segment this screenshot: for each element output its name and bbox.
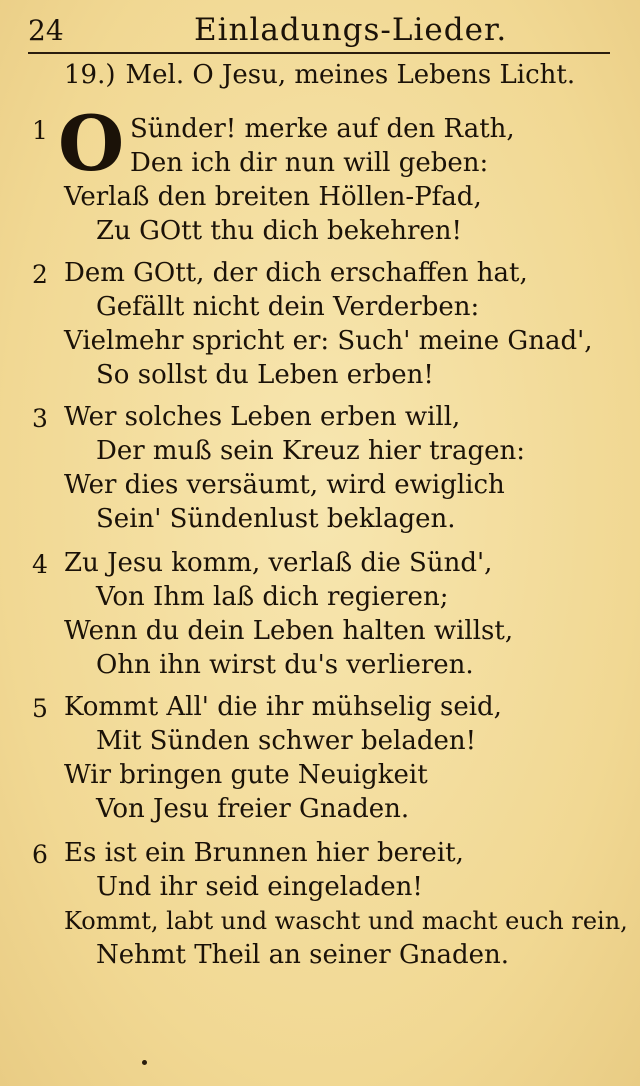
verse-line: Es ist ein Brunnen hier bereit, (64, 838, 464, 868)
verse-line: Ohn ihn wirst du's verlieren. (96, 650, 474, 680)
verse-line: Mit Sünden schwer beladen! (96, 726, 477, 756)
verse-line: Von Jesu freier Gnaden. (96, 794, 410, 824)
verse-line: Zu GOtt thu dich bekehren! (96, 216, 462, 246)
verse-line: Und ihr seid eingeladen! (96, 872, 423, 902)
running-title: Einladungs-Lieder. (194, 12, 508, 48)
verse-line: Kommt, labt und wascht und macht euch rein, (64, 907, 628, 935)
verse-line: Der muß sein Kreuz hier tragen: (96, 436, 526, 466)
stanza-number: 3 (32, 404, 48, 433)
verse-line: Von Ihm laß dich regieren; (96, 582, 449, 612)
hymn-heading (64, 60, 575, 90)
verse-line: Wir bringen gute Neuigkeit (64, 760, 428, 790)
stanza-number: 4 (32, 550, 48, 579)
verse-line: So sollst du Leben erben! (96, 360, 434, 390)
printer-mark (142, 1060, 147, 1065)
verse-line: Gefällt nicht dein Verderben: (96, 292, 480, 322)
verse-line: Nehmt Theil an seiner Gnaden. (96, 940, 510, 970)
page-header (28, 10, 610, 54)
verse-line: Den ich dir nun will geben: (130, 148, 489, 178)
verse-line: Wenn du dein Leben halten willst, (64, 616, 514, 646)
drop-cap: O (58, 99, 125, 188)
stanza-number: 5 (32, 694, 48, 723)
verse-line: Wer dies versäumt, wird ewiglich (64, 470, 505, 500)
verse-line: Kommt All' die ihr mühselig seid, (64, 692, 502, 722)
stanza-number: 1 (32, 116, 48, 145)
verse-line: Verlaß den breiten Höllen-Pfad, (64, 182, 482, 212)
verse-line: Dem GOtt, der dich erschaffen hat, (64, 258, 528, 288)
verse-line: Vielmehr spricht er: Such' meine Gnad', (64, 326, 593, 356)
stanza-number: 6 (32, 840, 48, 869)
stanza-number: 2 (32, 260, 48, 289)
verse-line: Wer solches Leben erben will, (64, 402, 461, 432)
page-number: 24 (28, 14, 64, 47)
verse-line: Sein' Sündenlust beklagen. (96, 504, 456, 534)
hymn-number: 19.) (64, 60, 116, 90)
verse-line: Zu Jesu komm, verlaß die Sünd', (64, 548, 493, 578)
verse-line: Sünder! merke auf den Rath, (130, 114, 515, 144)
melody-reference: Mel. O Jesu, meines Lebens Licht. (125, 60, 576, 90)
